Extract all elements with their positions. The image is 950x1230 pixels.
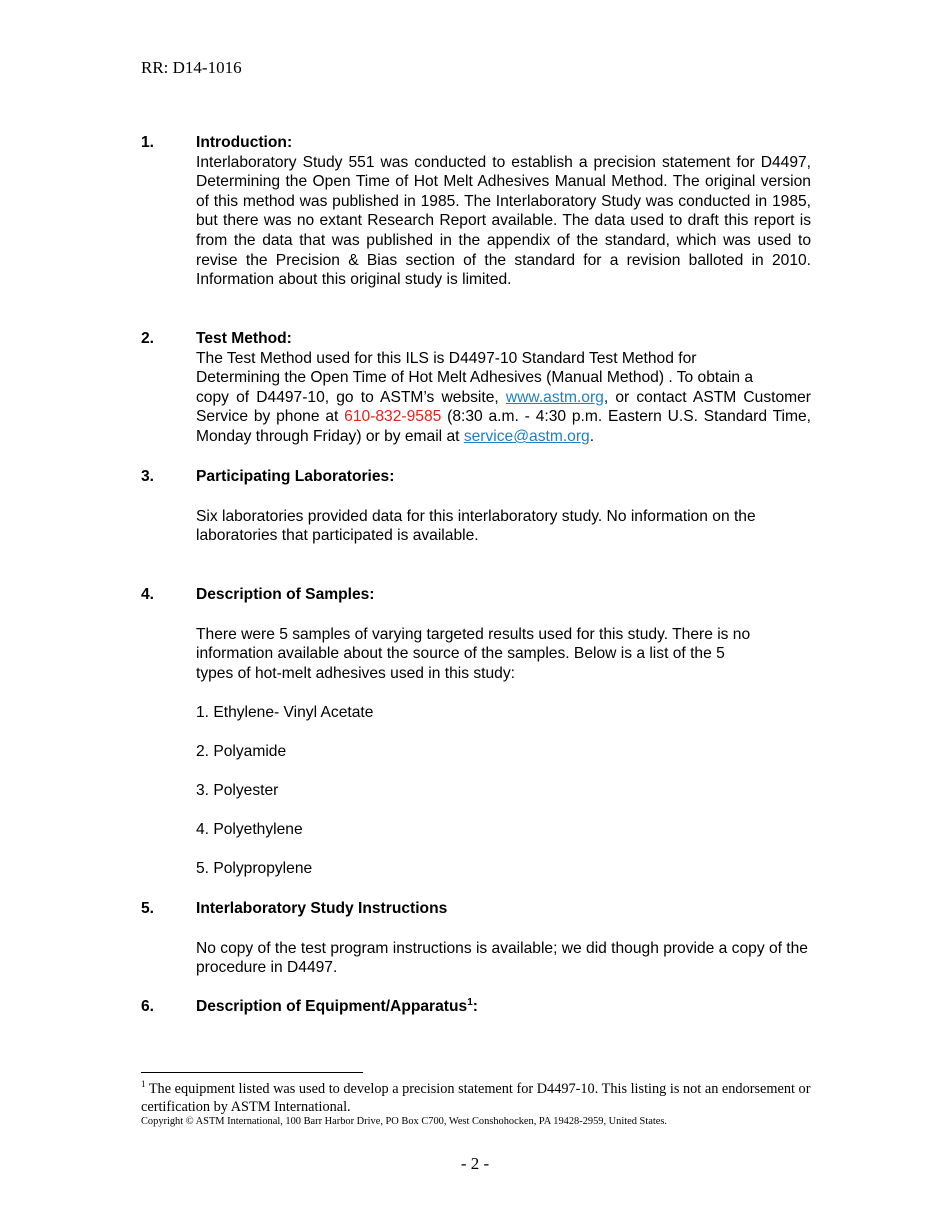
section-text: No copy of the test program instructions is available; we did though provide a copy of the procedure in D4497. (196, 939, 808, 977)
section-text: Interlaboratory Study 551 was conducted to establish a precision statement for D4497, Determining the Open Time of Hot Melt Adhesives Manual Method. The original version of this method was published in 1985. The Interlaboratory Study was conducted in 1985, but there was no extant Research Report available. The data used to draft this report is from the data that was published in the appendix of the standard, which was used to revise the Precision & Bias section of the standard for a revision balloted in 2010. Information about this original study is limited. (196, 153, 811, 289)
section-number: 5. (141, 900, 155, 917)
section-title (196, 997, 811, 1017)
sample-item: 1. Ethylene- Vinyl Acetate (196, 704, 374, 722)
footnote-marker: 1 (141, 1079, 146, 1090)
section-introduction (141, 133, 811, 290)
section-text: Six laboratories provided data for this interlaboratory study. No information on the laboratories that participated is available. (196, 507, 756, 545)
samples-line: information available about the source of the samples. Below is a list of the 5 (196, 645, 725, 663)
section-title-suffix: : (472, 998, 478, 1015)
copyright-notice: Copyright © ASTM International, 100 Barr Harbor Drive, PO Box C700, West Conshohocken, PA 19428-2959, United States. (141, 1116, 667, 1127)
sample-item: 4. Polyethylene (196, 821, 303, 839)
phone-number: 610-832-9585 (344, 408, 442, 426)
section-number: 6. (141, 998, 155, 1015)
section-title: Test Method: (196, 330, 292, 347)
page-number: - 2 - (460, 1154, 490, 1173)
samples-line: types of hot-melt adhesives used in this study: (196, 664, 515, 682)
sample-item: 5. Polypropylene (196, 860, 313, 878)
section-equipment (141, 997, 811, 1017)
section-number: 4. (141, 586, 155, 603)
section-instructions (141, 899, 811, 978)
test-method-contact-text (196, 388, 811, 447)
email-link[interactable]: service@astm.org (463, 427, 590, 445)
section-participating-labs (141, 467, 811, 546)
sample-list (196, 703, 811, 879)
section-number: 3. (141, 468, 155, 485)
report-id-header: RR: D14-1016 (141, 58, 242, 77)
samples-intro (196, 625, 811, 684)
website-link[interactable]: www.astm.org (505, 388, 604, 406)
sample-item: 3. Polyester (196, 782, 279, 800)
sample-item: 2. Polyamide (196, 743, 287, 761)
section-title: Introduction: (196, 134, 293, 151)
footnote (141, 1080, 821, 1116)
section-number: 1. (141, 134, 155, 151)
section-title: Description of Samples: (196, 586, 375, 603)
samples-line: There were 5 samples of varying targeted results used for this study. There is no (196, 625, 751, 643)
section-title: Participating Laboratories: (196, 468, 395, 485)
section-samples (141, 585, 811, 879)
test-method-line: Determining the Open Time of Hot Melt Adhesives (Manual Method) . To obtain a (196, 369, 754, 387)
contact-text-c: (8:30 a.m. - 4:30 p.m. Eastern U.S. Standard Time, Monday through Friday) or by email at (196, 408, 811, 445)
footnote-divider (141, 1072, 363, 1073)
test-method-line: The Test Method used for this ILS is D4497-10 Standard Test Method for (196, 349, 697, 367)
footnote-reference[interactable]: 1 (467, 996, 473, 1008)
contact-text-a: copy of D4497-10, go to ASTM’s website, (196, 388, 499, 406)
section-test-method (141, 329, 811, 447)
contact-text-b: , or contact ASTM Customer Service by phone at (196, 388, 811, 426)
section-number: 2. (141, 330, 155, 347)
section-title-text: Description of Equipment/Apparatus (196, 998, 468, 1015)
footnote-text: The equipment listed was used to develop a precision statement for D4497-10. This listing is not an endorsement or certification by ASTM International. (141, 1081, 811, 1115)
contact-text-d: . (589, 427, 595, 445)
section-title: Interlaboratory Study Instructions (196, 900, 448, 917)
